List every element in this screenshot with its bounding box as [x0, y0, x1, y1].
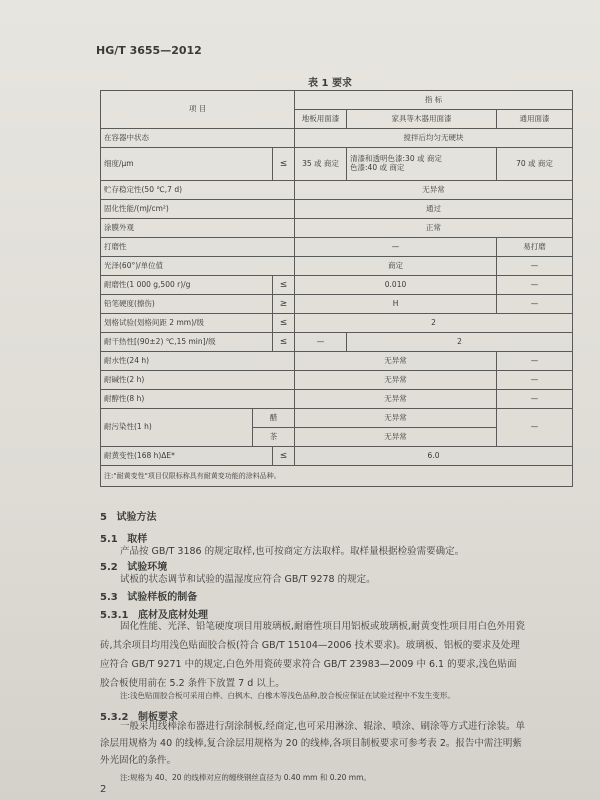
row-symbol: ≤: [273, 148, 295, 181]
row-label: 打磨性: [101, 238, 295, 257]
header-item: 项 目: [101, 91, 295, 129]
section-5-2-text: 试板的状态调节和试验的温湿度应符合 GB/T 9278 的规定。: [120, 574, 376, 585]
row-value: —: [295, 238, 497, 257]
row-symbol: ≤: [273, 276, 295, 295]
row-value: 易打磨: [497, 238, 573, 257]
row-value: 搅拌后均匀无硬块: [295, 129, 573, 148]
table-row: [101, 257, 573, 276]
table-note: 注:"耐黄变性"项目仅限标称具有耐黄变功能的涂料品种。: [101, 466, 573, 487]
row-value: —: [497, 409, 573, 447]
section-number: 5.3: [100, 592, 118, 603]
section-number: 5.3.2: [100, 712, 129, 723]
table-row: [101, 129, 573, 148]
row-value: —: [295, 333, 347, 352]
section-title: 试验方法: [116, 512, 157, 523]
text-line: 砖,其余项目均用浅色贴面胶合板(符合 GB/T 15104—2006 技术要求)。玻璃板、铝板的要求及处理: [100, 640, 520, 651]
text-line: 涂层用规格为 40 的线棒,复合涂层用规格为 20 的线棒,各项目制板要求可参考表 2。报告中需注明紫: [100, 738, 522, 749]
row-value: 正常: [295, 219, 573, 238]
table-row: [101, 200, 573, 219]
row-value: 6.0: [295, 447, 573, 466]
row-value: 无异常: [295, 409, 497, 428]
row-value: 2: [295, 314, 573, 333]
section-title: 制板要求: [138, 712, 179, 723]
section-title: 取样: [127, 534, 148, 545]
row-symbol: ≥: [273, 295, 295, 314]
row-label: 细度/μm: [101, 148, 273, 181]
row-label: 耐污染性(1 h): [101, 409, 253, 447]
table-row: [101, 352, 573, 371]
row-label: 划格试验(划格间距 2 mm)/级: [101, 314, 273, 333]
header-spec: 指 标: [295, 91, 573, 110]
row-sublabel: 茶: [253, 428, 295, 447]
section-5-3-2-text: [100, 718, 580, 769]
section-5-1-text: 产品按 GB/T 3186 的规定取样,也可按商定方法取样。取样量根据检验需要确定。: [120, 546, 465, 557]
row-value: 35 或 商定: [295, 148, 347, 181]
table-row: [101, 276, 573, 295]
table-row: [101, 371, 573, 390]
row-label: 涂膜外观: [101, 219, 295, 238]
table-row: [101, 314, 573, 333]
row-value: —: [497, 352, 573, 371]
text-line: 应符合 GB/T 9271 中的规定,白色外用瓷砖要求符合 GB/T 23983—2009 中 6.1 的要求,浅色贴面: [100, 659, 517, 670]
value-line: 清漆和透明色漆:30 或 商定: [350, 154, 442, 164]
section-number: 5: [100, 512, 107, 523]
text-line: 外光固化的条件。: [100, 755, 177, 766]
table-header-row: [101, 91, 573, 110]
row-value: —: [497, 390, 573, 409]
row-label: 贮存稳定性(50 ℃,7 d): [101, 181, 295, 200]
row-symbol: ≤: [273, 333, 295, 352]
section-5-heading: [100, 508, 157, 523]
row-label: 铅笔硬度(擦伤): [101, 295, 273, 314]
text-line: 一般采用线棒涂布器进行刮涂制板,经商定,也可采用淋涂、辊涂、喷涂、刷涂等方式进行涂装。单: [120, 721, 526, 732]
table-row: [101, 148, 573, 181]
table-row: [101, 447, 573, 466]
row-value: 无异常: [295, 428, 497, 447]
section-title: 底材及底材处理: [138, 610, 209, 621]
row-label: 耐水性(24 h): [101, 352, 295, 371]
section-number: 5.1: [100, 534, 118, 545]
table-row: [101, 390, 573, 409]
table-row: [101, 409, 573, 428]
section-number: 5.2: [100, 562, 118, 573]
value-line: 色漆:40 或 商定: [350, 163, 405, 172]
row-symbol: ≤: [273, 447, 295, 466]
table-row: [101, 333, 573, 352]
row-value: H: [295, 295, 497, 314]
page-number: 2: [100, 784, 107, 795]
row-label: 耐碱性(2 h): [101, 371, 295, 390]
table-row: [101, 181, 573, 200]
table-row: [101, 238, 573, 257]
section-5-3-2-note: 注:规格为 40、20 的线棒对应的缠绕钢丝直径为 0.40 mm 和 0.20 mm。: [120, 773, 371, 782]
row-label: 在容器中状态: [101, 129, 295, 148]
row-value: [347, 148, 497, 181]
row-label: 耐黄变性(168 h)ΔE*: [101, 447, 273, 466]
row-value: 商定: [295, 257, 497, 276]
row-value: 无异常: [295, 371, 497, 390]
section-5-3-1-note: 注:浅色贴面胶合板可采用白桦、白枫木、白橡木等浅色品种,胶合板应保证在试验过程中不发生变形。: [120, 691, 455, 700]
row-value: —: [497, 257, 573, 276]
section-title: 试验样板的制备: [127, 592, 198, 603]
row-sublabel: 醋: [253, 409, 295, 428]
text-line: 胶合板使用前在 5.2 条件下放置 7 d 以上。: [100, 678, 285, 689]
requirements-table: [100, 90, 573, 487]
row-value: 无异常: [295, 181, 573, 200]
standard-code: HG/T 3655—2012: [96, 44, 202, 57]
table-title: 表 1 要求: [308, 78, 352, 89]
section-title: 试验环境: [127, 562, 168, 573]
row-value: —: [497, 276, 573, 295]
table-row: [101, 219, 573, 238]
row-value: 70 或 商定: [497, 148, 573, 181]
section-5-3-heading: [100, 588, 197, 603]
row-value: 无异常: [295, 352, 497, 371]
table-row: [101, 295, 573, 314]
row-label: 光泽(60°)/单位值: [101, 257, 295, 276]
row-label: 耐干热性[(90±2) ℃,15 min]/级: [101, 333, 273, 352]
row-value: 2: [347, 333, 573, 352]
text-line: 固化性能、光泽、铅笔硬度项目用玻璃板,耐磨性项目用铝板或玻璃板,耐黄变性项目用白色外用瓷: [120, 621, 526, 632]
row-value: 0.010: [295, 276, 497, 295]
row-value: 通过: [295, 200, 573, 219]
row-label: 耐磨性(1 000 g,500 r)/g: [101, 276, 273, 295]
row-symbol: ≤: [273, 314, 295, 333]
row-label: 耐醇性(8 h): [101, 390, 295, 409]
table-note-row: [101, 466, 573, 487]
section-number: 5.3.1: [100, 610, 129, 621]
row-label: 固化性能/(mJ/cm²): [101, 200, 295, 219]
header-general: 通用面漆: [497, 110, 573, 129]
row-value: —: [497, 295, 573, 314]
header-floor: 地板用面漆: [295, 110, 347, 129]
row-value: —: [497, 371, 573, 390]
section-5-3-1-text: [100, 617, 580, 693]
header-furniture: 家具等木器用面漆: [347, 110, 497, 129]
row-value: 无异常: [295, 390, 497, 409]
